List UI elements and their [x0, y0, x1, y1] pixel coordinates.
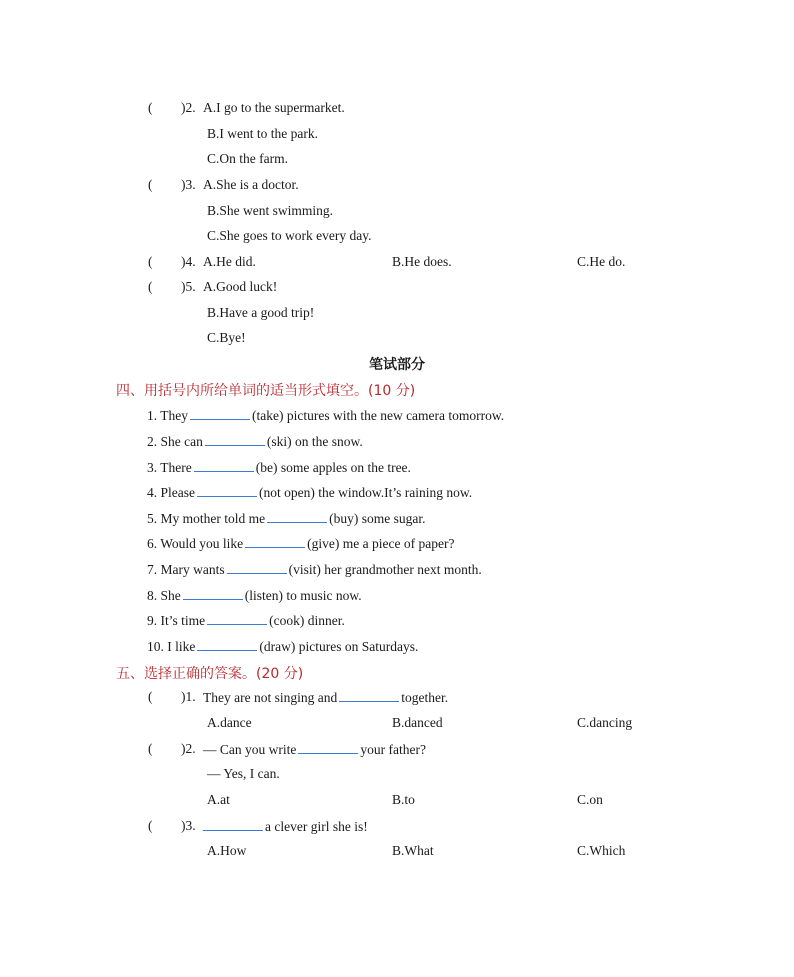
answer-blank — [298, 741, 358, 754]
answer-blank[interactable] — [197, 484, 257, 497]
reply-text: — Yes, I can. — [207, 766, 280, 781]
option-b: B.What — [392, 843, 434, 858]
option-a: A.dance — [207, 715, 252, 730]
option-a: A.at — [207, 792, 230, 807]
section-5-title: 五、选择正确的答案。(20 分) — [116, 666, 304, 682]
option-c: C.He do. — [577, 254, 626, 269]
fill-item-10: 10. I like (draw) pictures on Saturdays. — [147, 639, 419, 654]
option-a: A.How — [207, 843, 247, 858]
answer-blank — [339, 689, 399, 702]
answer-blank[interactable] — [197, 638, 257, 651]
option-c: C.On the farm. — [207, 151, 288, 166]
fill-item-4: 4. Please (not open) the window.It’s raining now. — [147, 485, 473, 500]
option-c: C.Which — [577, 843, 626, 858]
fill-item-9: 9. It’s time (cook) dinner. — [147, 613, 345, 628]
option-b: B.I went to the park. — [207, 126, 318, 141]
answer-blank[interactable] — [267, 510, 327, 523]
fill-item-7: 7. Mary wants (visit) her grandmother next month. — [147, 562, 482, 577]
answer-paren: ( — [148, 254, 153, 269]
answer-blank[interactable] — [190, 407, 250, 420]
option-c: C.She goes to work every day. — [207, 228, 372, 243]
written-part-title: 笔试部分 — [369, 357, 425, 373]
fill-item-1: 1. They (take) pictures with the new camera tomorrow. — [147, 408, 505, 423]
option-b: B.danced — [392, 715, 443, 730]
fill-item-8: 8. She (listen) to music now. — [147, 588, 362, 603]
answer-paren[interactable]: ( — [148, 689, 153, 704]
section-4-title: 四、用括号内所给单词的适当形式填空。(10 分) — [116, 383, 416, 399]
option-a: A.I go to the supermarket. — [203, 100, 345, 115]
option-c: C.on — [577, 792, 603, 807]
answer-blank — [203, 818, 263, 831]
question-number: )4. — [181, 254, 196, 269]
question-text: — Can you write your father? — [203, 742, 426, 757]
question-number: )5. — [181, 279, 196, 294]
option-b: B.He does. — [392, 254, 452, 269]
question-number: )2. — [181, 741, 196, 756]
option-a: A.Good luck! — [203, 279, 278, 294]
fill-item-2: 2. She can (ski) on the snow. — [147, 434, 363, 449]
question-text: a clever girl she is! — [201, 818, 368, 835]
question-number: )3. — [181, 177, 196, 192]
answer-blank[interactable] — [183, 587, 243, 600]
option-b: B.Have a good trip! — [207, 305, 315, 320]
option-b: B.She went swimming. — [207, 203, 334, 218]
answer-blank[interactable] — [207, 612, 267, 625]
answer-blank[interactable] — [194, 459, 254, 472]
question-number: )2. — [181, 100, 196, 115]
answer-blank[interactable] — [227, 561, 287, 574]
option-a: A.He did. — [203, 254, 256, 269]
answer-paren[interactable]: ( — [148, 818, 153, 833]
answer-paren: ( — [148, 279, 153, 294]
option-c: C.dancing — [577, 715, 633, 730]
option-b: B.to — [392, 792, 415, 807]
fill-item-6: 6. Would you like (give) me a piece of paper? — [147, 536, 455, 551]
fill-item-5: 5. My mother told me (buy) some sugar. — [147, 511, 426, 526]
answer-blank[interactable] — [205, 433, 265, 446]
question-number: )1. — [181, 689, 196, 704]
answer-paren[interactable]: ( — [148, 741, 153, 756]
option-c: C.Bye! — [207, 330, 246, 345]
question-number: )3. — [181, 818, 196, 833]
answer-blank[interactable] — [245, 535, 305, 548]
answer-paren: ( — [148, 100, 153, 115]
question-text: They are not singing and together. — [203, 690, 449, 705]
fill-item-3: 3. There (be) some apples on the tree. — [147, 460, 411, 475]
answer-paren: ( — [148, 177, 153, 192]
option-a: A.She is a doctor. — [203, 177, 299, 192]
